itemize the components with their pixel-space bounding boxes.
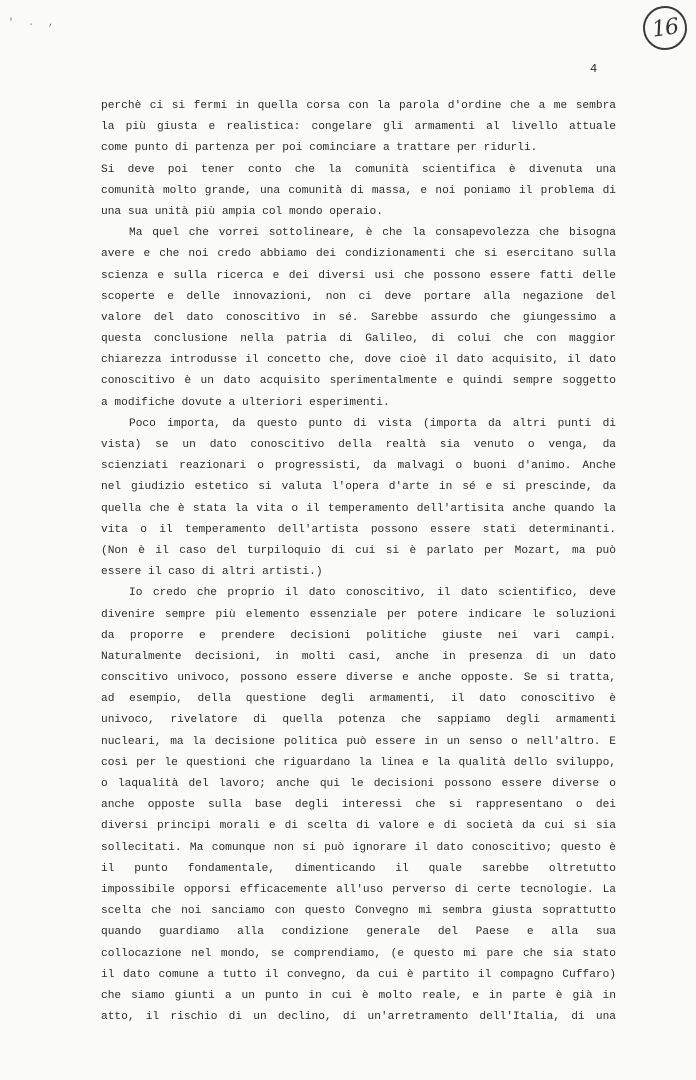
text-line: vita o il temperamento dell'artista possono essere stati determinanti. [101,523,616,536]
text-line: questa conclusione nella patria di Galileo, di colui che con maggior [101,333,616,346]
text-line: la più giusta e realistica: congelare gli armamenti al livello attuale [101,121,616,134]
body-text [101,96,616,1028]
text-line: Poco importa, da questo punto di vista (importa da altri punti di [129,417,616,430]
text-line: scoperte e delle innovazioni, non ci deve portare alla negazione del [101,290,616,303]
text-line: nel giudizio estetico si valuta l'opera d'arte in sé e si prescinde, da [101,481,616,494]
text-line: o laqualità del lavoro; anche qui le decisioni possono essere diverse o [101,778,616,790]
text-line: ad esempio, della questione degli armamenti, il dato conoscitivo è [101,693,616,706]
text-line: da proporre e prendere decisioni politiche giuste nei vari campi. [101,629,616,642]
text-line: Ma quel che vorrei sottolineare, è che la consapevolezza che bisogna [129,227,616,240]
text-line: atto, il rischio di un declino, di un'arretramento dell'Italia, di una [101,1011,616,1024]
text-line: scienziati reazionari o progressisti, da malvagi o buoni d'animo. Anche [101,460,616,473]
text-line: che siamo giunti a un punto in cui è molto reale, e in parte è già in [101,989,616,1002]
text-line: conoscitivo è un dato acquisito sperimentalmente e quindi sempre soggetto [101,375,616,388]
text-line: (Non è il caso del turpiloquio di cui si è parlato per Mozart, ma può [101,544,616,557]
text-line: perchè ci si fermi in quella corsa con la parola d'ordine che a me sembra [101,100,616,112]
text-line: quando guardiamo alla condizione generale del Paese e alla sua [101,926,616,939]
text-line: avere e che noi credo abbiamo dei condizionamenti che si esercitano sulla [101,248,616,261]
text-line: a modifiche dovute a ulteriori esperimenti. [101,396,390,409]
text-line: comunità molto grande, una comunità di massa, e noi poniamo il problema di [101,184,616,197]
margin-specks: ' . , [8,18,59,29]
text-line: così per le questioni che riguardano la linea e la qualità dello sviluppo, [101,756,616,769]
text-line: anche opposte sulla base degli interessi che si rappresentano o dei [101,799,616,812]
text-line: Si deve poi tener conto che la comunità scientifica è divenuta una [101,163,616,176]
text-line: il dato comune a tutto il convegno, da cui è partito il compagno Cuffaro) [101,968,616,981]
archive-stamp: 16 [640,3,690,53]
text-line: come punto di partenza per poi cominciare a trattare per ridurli. [101,142,538,155]
text-line: una sua unità più ampia col mondo operaio. [101,205,383,218]
text-line: collocazione nel mondo, se comprendiamo, (e questo mi pare che sia stato [101,947,616,960]
text-line: impossibile opporsi efficacemente all'uso perverso di certe tecnologie. La [101,883,616,896]
text-line: valore del dato conoscitivo in sé. Sarebbe assurdo che giungessimo a [101,311,616,324]
text-line: il punto fondamentale, dimenticando il quale sarebbe oltretutto [101,862,616,875]
text-line: Io credo che proprio il dato conoscitivo, il dato scientifico, deve [129,587,616,600]
text-line: conscitivo univoco, possono essere diverse e anche opposte. Se si tratta, [101,672,616,685]
text-line: essere il caso di altri artisti.) [101,566,323,579]
text-line: scienza e sulla ricerca e dei diversi usi che possono essere fatti delle [101,269,616,282]
text-line: vista) se un dato conoscitivo della realtà sia venuto o venga, da [101,439,616,451]
text-line: diversi principi morali e di scelta di valore e di società da cui si sia [101,820,616,833]
text-line: sollecitati. Ma comunque non si può ignorare il dato conoscitivo; questo è [101,841,616,854]
text-line: scelta che noi sanciamo con questo Convegno mi sembra giusta soprattutto [101,905,616,918]
text-line: chiarezza introdusse il concetto che, dove cioè il dato acquisito, il dato [101,354,616,367]
text-line: nucleari, ma la decisione politica può essere in un senso o nell'altro. E [101,735,616,748]
text-line: quella che è stata la vita o il temperamento dell'artisita anche quando la [101,502,616,515]
text-line: divenire sempre più elemento essenziale per potere indicare le soluzioni [101,608,616,621]
text-line: Naturalmente decisioni, in molti casi, anche in presenza di un dato [101,650,616,663]
page-number: 4 [590,62,598,76]
text-line: univoco, rivelatore di quella potenza che sappiamo degli armamenti [101,714,616,727]
